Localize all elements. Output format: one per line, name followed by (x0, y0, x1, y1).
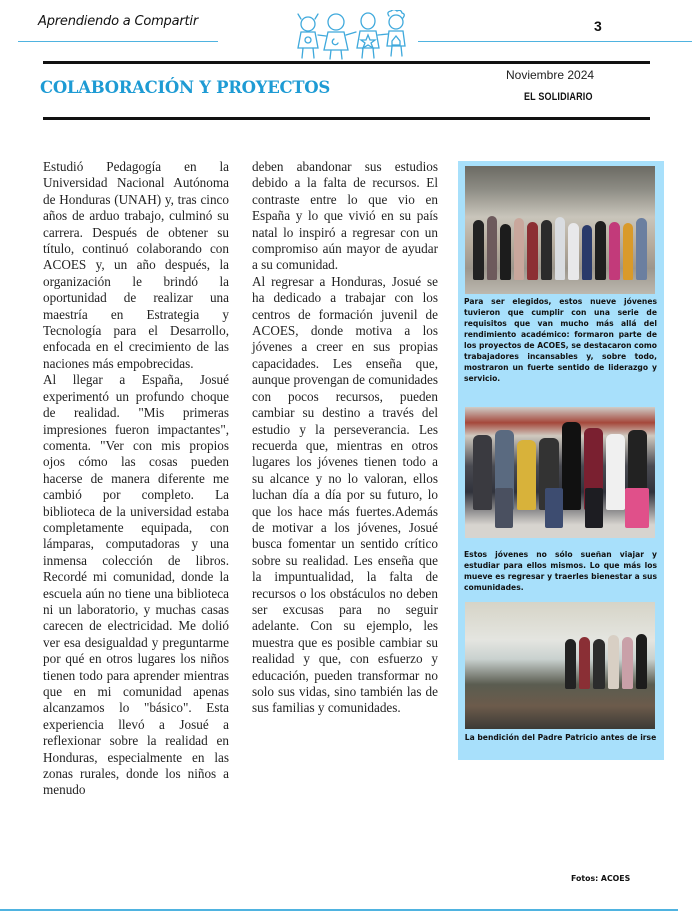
people-silhouettes (565, 629, 647, 689)
suitcase (545, 488, 563, 528)
article-column-1 (43, 159, 229, 799)
brand-title: Aprendiendo a Compartir (38, 14, 198, 29)
article-paragraph: Al llegar a España, Josué experimentó un profundo choque de realidad. "Mis primeras impresiones fueron impactantes", comenta. "Ver con mis propios ojos cómo las cosas pueden hacerse de manera diferente me cambió por completo. La biblioteca de la universidad estaba completamente equipada, con lámparas, computadoras y una inmensa colección de libros. Recordé mi comunidad, donde la escuela aún no tiene una biblioteca ni un laboratorio, y muchas casas carecen de electricidad. Me dolió ver esa desigualdad y preguntarme por qué en otros lugares los niños tienen todo para aprender mientras que en mi comunidad apenas alcanzamos lo "básico". Esta experiencia llevó a Josué a reflexionar sobre la realidad en Honduras, especialmente en las zonas rurales, donde los niños a menudo (43, 372, 229, 798)
suitcase (625, 488, 649, 528)
header-divider-right (418, 41, 692, 42)
footer-divider (0, 909, 678, 911)
issue-date: Noviembre 2024 (506, 68, 595, 82)
article-paragraph: Al regresar a Honduras, Josué se ha dedicado a trabajar con los centros de formación juvenil de ACOES, donde motiva a los jóvenes a creer en sus propias capacidades. Les enseña que, aunque provengan de comunidades con pocos recursos, pueden cambiar su destino a través del estudio y la perseverancia. Les recuerda que, mientras en otros lugares los jóvenes tienen todo a su alcance y no lo valoran, ellos luchan día a día por su futuro, lo que los hace más fuertes.Además de motivar a los jóvenes, Josué busca fomentar un sentido crítico sobre su realidad. Les enseña que la impuntualidad, la falta de recursos o los obstáculos no deben ser excusas para no seguir adelante. Con su ejemplo, les muestra que es posible cambiar su realidad y que, con esfuerzo y educación, pueden transformar no solo sus vidas, sino también las de sus familias y comunidades. (252, 273, 438, 716)
article-paragraph: deben abandonar sus estudios debido a la falta de recursos. El contraste entre lo que vio en España y lo que vivió en su país natal lo inspiró a regresar con un compromiso aún mayor de ayudar a su comunidad. (252, 159, 438, 273)
suitcase (495, 488, 513, 528)
section-bottom-rule (43, 117, 650, 120)
suitcase (585, 488, 603, 528)
page-number: 3 (594, 18, 602, 34)
section-top-rule (43, 61, 650, 64)
airport-photo (465, 407, 655, 538)
header-divider-left (18, 41, 218, 42)
group-photo (465, 166, 655, 294)
publication-name: EL SOLIDIARIO (524, 91, 593, 103)
article-paragraph: Estudió Pedagogía en la Universidad Nacional Autónoma de Honduras (UNAH) y, tras cinco años de arduo trabajo, culminó su carrera. Después de obtener su título, continuó colaborando con ACOES y, un año después, la organización le brindó la oportunidad de realizar una maestría en Estrategia y Tecnología para el Desarrollo, enfocada en el crecimiento de las naciones más empobrecidas. (43, 159, 229, 371)
photo-caption: Estos jóvenes no sólo sueñan viajar y estudiar para ellos mismos. Lo que más los mueve es regresar y traerles bienestar a sus comunidades. (464, 550, 657, 592)
people-silhouettes (473, 210, 647, 280)
photo-credit: Fotos: ACOES (571, 874, 631, 883)
blessing-photo (465, 602, 655, 729)
children-holding-hands-icon (290, 10, 418, 60)
photo-sidebar (458, 161, 664, 760)
photo-caption: Para ser elegidos, estos nueve jóvenes tuvieron que cumplir con una serie de requisitos que van mucho más allá del rendimiento académico: formaron parte de los proyectos de ACOES, se destacaron como trabajadores incansables y, sobre todo, mostraron un fuerte sentido de liderazgo y servicio. (464, 297, 657, 383)
section-title: COLABORACIÓN Y PROYECTOS (40, 78, 330, 97)
photo-caption: La bendición del Padre Patricio antes de irse (464, 733, 657, 742)
article-column-2 (252, 159, 438, 717)
